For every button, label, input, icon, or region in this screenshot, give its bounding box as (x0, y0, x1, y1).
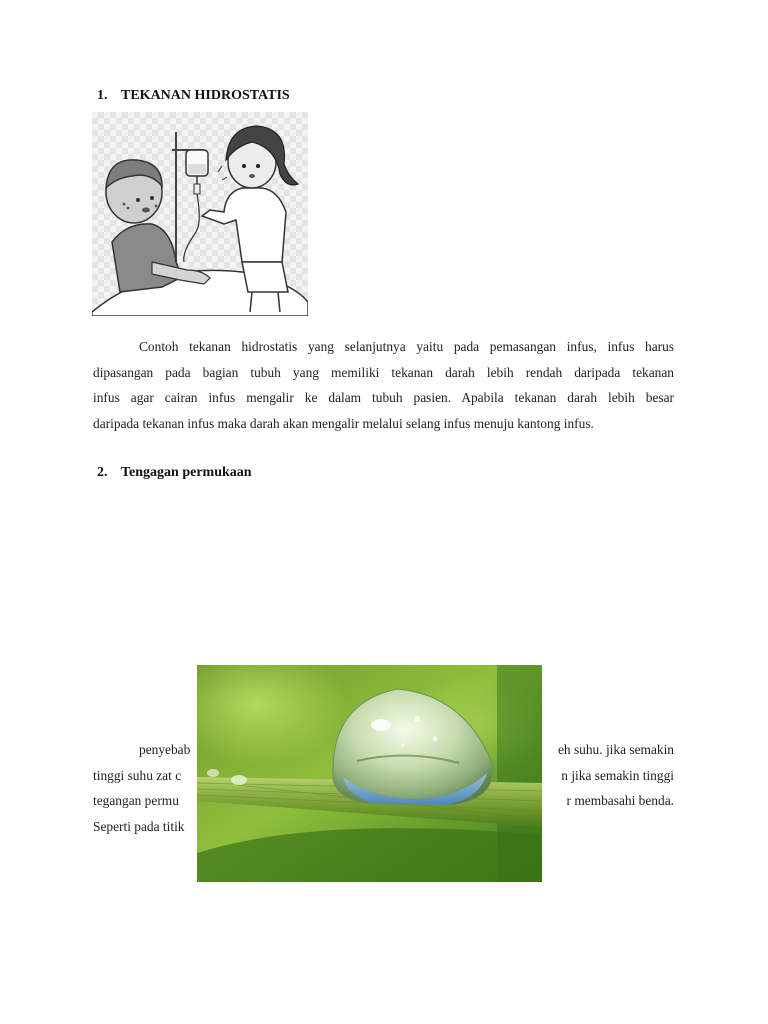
section-number: 2. (97, 465, 108, 480)
paragraph-line-right: r membasahi benda. (566, 793, 674, 808)
paragraph-line-left: tinggi suhu zat c (93, 767, 182, 783)
infusion-illustration (92, 112, 308, 316)
section-heading-2 (97, 465, 252, 481)
section-title: Tengagan permukaan (121, 465, 252, 480)
paragraph-line: daripada tekanan infus maka darah akan mengalir melalui selang infus menuju kantong infus. (93, 415, 594, 431)
paragraph-line-left: Seperti pada titik (93, 818, 185, 834)
paragraph-line-right: eh suhu. jika semakin (557, 742, 674, 757)
paragraph-line: infus agar cairan infus mengalir ke dalam tubuh pasien. Apabila tekanan darah lebih besar (93, 390, 674, 405)
paragraph-line: Contoh tekanan hidrostatis yang selanjutnya yaitu pada pemasangan infus, infus harus (139, 339, 674, 354)
section-title: TEKANAN HIDROSTATIS (121, 88, 290, 103)
paragraph-line-left: penyebab (139, 742, 191, 757)
water-droplet-photo (197, 665, 542, 882)
section-number: 1. (97, 88, 108, 103)
paragraph-line: dipasangan pada bagian tubuh yang memiliki tekanan darah lebih rendah daripada tekanan (93, 364, 674, 380)
paragraph-line-left: tegangan permu (93, 793, 179, 808)
paragraph-line-right: n jika semakin tinggi (561, 767, 674, 783)
section-heading-1 (97, 88, 290, 104)
paragraph-hydrostatic (93, 334, 674, 436)
